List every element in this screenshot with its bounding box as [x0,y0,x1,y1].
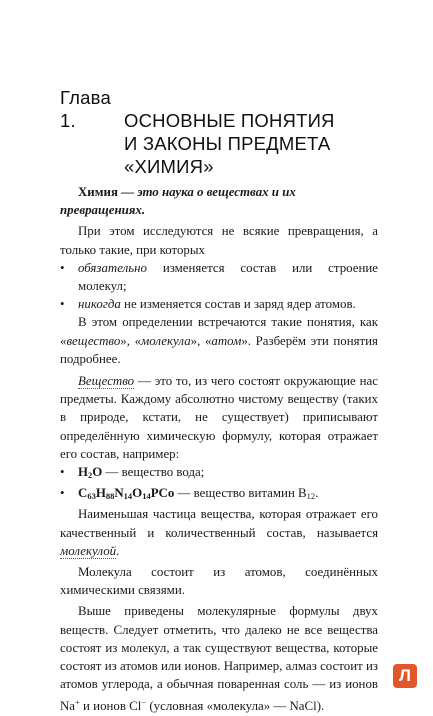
chapter-title-line3: «ХИМИЯ» [124,156,214,177]
paragraph-2 [60,313,378,368]
page-body [60,183,378,716]
charge-superscript: + [75,697,80,708]
formula-element: PCo [150,486,175,501]
formula-item-vitamin [60,484,378,505]
paragraph-6-end: (условная «молекула» — NaCl). [146,699,325,714]
term-molecule-definition: молекулой [60,543,117,558]
paragraph-4-end: . [116,543,120,558]
paragraph-4 [60,505,378,560]
paragraph-5: Молекула состоит из атомов, соединённых химическими связями. [60,565,378,598]
formula-subscript: 12 [306,491,316,502]
paragraph-2-end: ». Разберём эти понятия подробнее. [60,333,378,366]
term-substance: вещество [66,333,121,348]
formula-element: C [78,486,88,501]
paragraph-3-text: — это то, из чего состоят окружающие нас предметы. Каждому абсолютно чистому веществу (таких в природе, кстати, не существует) приписывают определённую химическую формулу, которая отражает его состав, например: [60,374,378,461]
paragraph-4-text: Наименьшая частица вещества, которая отражает его качественный и количественный состав, называется [60,507,378,540]
term-molecule: молекула [141,333,191,348]
formula-element: H [95,486,106,501]
bullet-icon: • [60,486,65,501]
paragraph-3 [60,372,378,463]
formula-element: H [78,465,89,480]
formula-subscript: 88 [105,491,115,502]
definition-paragraph [60,183,378,219]
paragraph-6-text: Выше приведены молекулярные формулы двух веществ. Следует отметить, что далеко не все вещества состоят из молекул, а так существуют вещества, которые состоят из атомов или ионов. Например, алмаз состоит из атомов углерода, а обычная поваренная соль — из ионов Na [60,604,378,714]
bullet-text: изменяется состав или строение молекул; [78,260,378,294]
term-atom: атом [211,333,242,348]
formula-description: — вещество вода; [102,465,205,480]
bullet-icon: • [60,465,65,480]
formula-element: O [132,486,143,501]
separator: », « [190,333,212,348]
formula-item-water [60,463,378,484]
chapter-title-line2: И ЗАКОНЫ ПРЕДМЕТА [124,133,331,154]
chapter-number: Глава 1. [60,87,111,131]
formula-subscript: 14 [142,491,151,502]
list-item [60,295,378,313]
term-substance-definition: Вещество [78,374,135,389]
formula-description: — вещество витамин B [174,486,307,501]
separator: », « [120,333,142,348]
charge-superscript: − [141,697,147,708]
paragraph-6-mid: и ионов Cl [79,699,142,714]
formula-end: . [315,486,319,501]
bullet-icon: • [60,297,65,312]
chapter-title [60,86,380,178]
publisher-logo-icon: Л [393,664,417,688]
chapter-title-line1: ОСНОВНЫЕ ПОНЯТИЯ [124,110,335,131]
formula-element: O [92,465,103,480]
definition-term: Химия [78,185,118,199]
bullet-emphasis: никогда [78,297,121,312]
list-item [60,259,378,295]
formula-subscript: 14 [123,491,133,502]
paragraph-2-text: В этом определении встречаются такие понятия, как « [60,315,378,348]
bullet-icon: • [60,260,65,275]
bullet-emphasis: обязательно [78,260,147,275]
definition-text: — это наука о веществах и их превращениях. [60,185,296,218]
bullet-text: не изменяется состав и заряд ядер атомов. [120,297,356,312]
formula-subscript: 2 [88,470,93,481]
formula-subscript: 63 [87,491,96,502]
formula-element: N [114,486,124,501]
paragraph-6 [60,602,378,715]
paragraph-1: При этом исследуются не всякие превращения, а только такие, при которых [60,224,378,257]
